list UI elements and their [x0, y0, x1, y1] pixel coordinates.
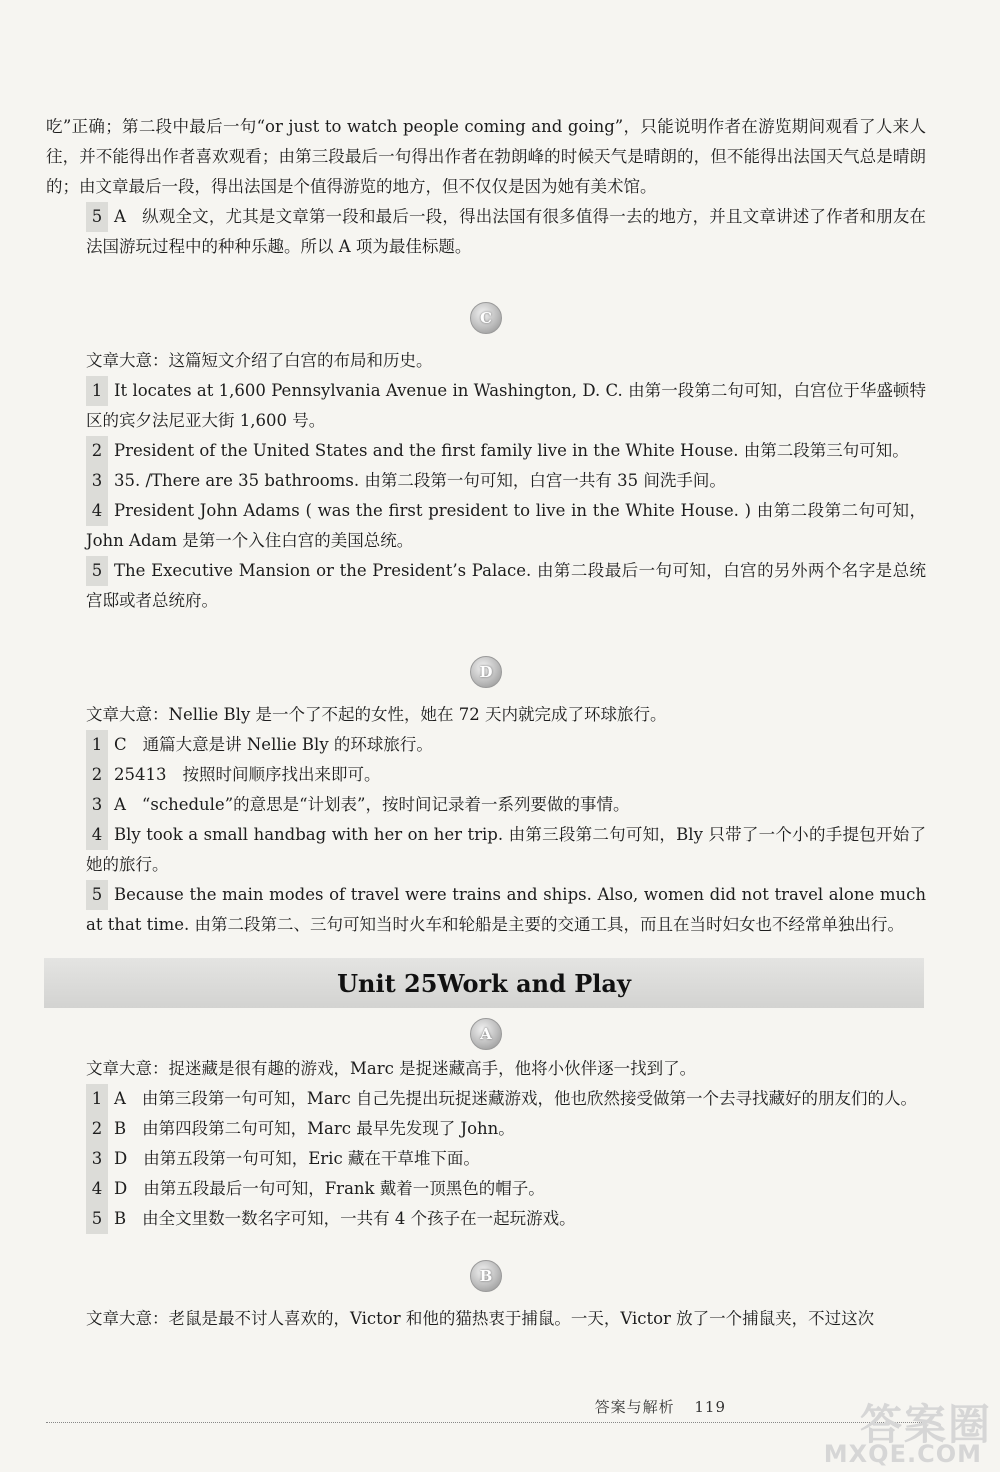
answer-item [86, 1114, 926, 1144]
explanation-text: 由第四段第二句可知，Marc 最早先发现了 John。 [142, 1119, 515, 1138]
question-number: 5 [86, 1204, 108, 1234]
answer-item [86, 1084, 926, 1114]
watermark-url: MXQE.COM [823, 1440, 982, 1468]
explanation-text: President of the United States and the first family live in the White House. 由第二段第三句可知。 [114, 441, 909, 460]
explanation-text: “schedule”的意思是“计划表”，按时间记录着一系列要做的事情。 [141, 795, 630, 814]
watermark-logo [782, 1392, 992, 1470]
explanation-text: It locates at 1,600 Pennsylvania Avenue in Washington, D. C. 由第一段第二句可知，白宫位于华盛顿特区的宾夕法尼亚大街 1,600 号。 [86, 381, 926, 430]
question-number: 2 [86, 760, 108, 790]
explanation-text: 由全文里数一数名字可知，一共有 4 个孩子在一起玩游戏。 [142, 1209, 576, 1228]
section-a-summary: 文章大意：捉迷藏是很有趣的游戏，Marc 是捉迷藏高手，他将小伙伴逐一找到了。 [86, 1059, 697, 1078]
answer-item [86, 496, 926, 556]
answer-item [86, 1204, 926, 1234]
question-number: 4 [86, 820, 108, 850]
page-number: 119 [694, 1398, 726, 1416]
footer-label [595, 1396, 726, 1417]
question-number: 1 [86, 730, 108, 760]
watermark-text: 答案圈 [859, 1400, 992, 1449]
explanation-text: 由第三段第一句可知，Marc 自己先提出玩捉迷藏游戏，他也欣然接受做第一个去寻找藏好的朋友们的人。 [141, 1089, 918, 1108]
section-b-badge-icon: B [470, 1260, 502, 1292]
explanation-text: 由第五段第一句可知，Eric 藏在干草堆下面。 [143, 1149, 480, 1168]
section-c-summary: 文章大意：这篇短文介绍了白宫的布局和历史。 [86, 351, 433, 370]
answer-item [86, 466, 926, 496]
answer-letter: A [114, 1089, 126, 1108]
explanation-text: President John Adams ( was the first president to live in the White House. ) 由第二段第二句可知，John Adam 是第一个入住白宫的美国总统。 [86, 501, 926, 550]
explanation-text: 按照时间顺序找出来即可。 [182, 765, 381, 784]
section-badge-row [46, 1014, 926, 1054]
answer-letter: B [114, 1119, 127, 1138]
answer-item [86, 376, 926, 436]
unit-label: Unit 25 [337, 968, 438, 998]
answer-item [86, 880, 926, 940]
explanation-text: The Executive Mansion or the President’s Palace. 由第二段最后一句可知，白宫的另外两个名字是总统宫邸或者总统府。 [86, 561, 926, 610]
question-number: 4 [86, 496, 108, 526]
answer-letter: B [114, 1209, 127, 1228]
answer-item [86, 790, 926, 820]
explanation-text: 35. /There are 35 bathrooms. 由第二段第一句可知，白宫一共有 35 间洗手间。 [114, 471, 726, 490]
unit-header-bar [44, 958, 924, 1008]
question-number: 5 [86, 880, 108, 910]
section-b-summary: 文章大意：老鼠是最不讨人喜欢的，Victor 和他的猫热衷于捕鼠。一天，Victor 放了一个捕鼠夹，不过这次 [86, 1309, 875, 1328]
answer-letter: A [114, 207, 126, 226]
question-number: 5 [86, 202, 108, 232]
answer-letter: D [114, 1149, 128, 1168]
answer-item [86, 730, 926, 760]
section-a-badge-icon: A [470, 1018, 502, 1050]
answer-sequence: 25413 [114, 765, 167, 784]
question-number: 1 [86, 376, 108, 406]
explanation-text: Because the main modes of travel were trains and ships. Also, women did not travel alone much at that time. 由第二段第二、三句可知当时火车和轮船是主要的交通工具，而且在当时妇女也不经常单独出行。 [86, 885, 926, 934]
answer-item [86, 556, 926, 616]
answer-item [86, 202, 926, 262]
section-badge-row [46, 1248, 926, 1304]
explanation-text: Bly took a small handbag with her on her trip. 由第三段第二句可知，Bly 只带了一个小的手提包开始了她的旅行。 [86, 825, 926, 874]
answer-content [46, 112, 926, 1334]
question-number: 2 [86, 1114, 108, 1144]
answer-letter: C [114, 735, 127, 754]
question-number: 2 [86, 436, 108, 466]
footer-title: 答案与解析 [594, 1398, 675, 1416]
question-number: 3 [86, 466, 108, 496]
question-number: 1 [86, 1084, 108, 1114]
section-c-badge-icon: C [470, 302, 502, 334]
section-badge-row [46, 644, 926, 700]
question-number: 5 [86, 556, 108, 586]
answer-item [86, 820, 926, 880]
answer-letter: A [114, 795, 126, 814]
answer-item [86, 436, 926, 466]
answer-item [86, 1174, 926, 1204]
question-number: 4 [86, 1174, 108, 1204]
explanation-text: 纵观全文，尤其是文章第一段和最后一段，得出法国有很多值得一去的地方，并且文章讲述了作者和朋友在法国游玩过程中的种种乐趣。所以 A 项为最佳标题。 [86, 207, 926, 256]
question-number: 3 [86, 1144, 108, 1174]
explanation-text: 通篇大意是讲 Nellie Bly 的环球旅行。 [142, 735, 433, 754]
answer-letter: D [114, 1179, 128, 1198]
unit-title: Work and Play [437, 968, 631, 998]
question-number: 3 [86, 790, 108, 820]
answer-item [86, 760, 926, 790]
answer-item [86, 1144, 926, 1174]
paragraph-continuation: 吃”正确；第二段中最后一句“or just to watch people coming and going”，只能说明作者在游览期间观看了人来人往，并不能得出作者喜欢观看；由第三段最后一句得出作者在勃朗峰的时候天气是晴朗的，但不能得出法国天气总是晴朗的；由文章最后一段，得出法国是个值得游览的地方，但不仅仅是因为她有美术馆。 [46, 117, 926, 196]
section-badge-row [46, 290, 926, 346]
section-d-badge-icon: D [470, 656, 502, 688]
section-d-summary: 文章大意：Nellie Bly 是一个了不起的女性，她在 72 天内就完成了环球旅行。 [86, 705, 667, 724]
explanation-text: 由第五段最后一句可知，Frank 戴着一顶黑色的帽子。 [143, 1179, 545, 1198]
